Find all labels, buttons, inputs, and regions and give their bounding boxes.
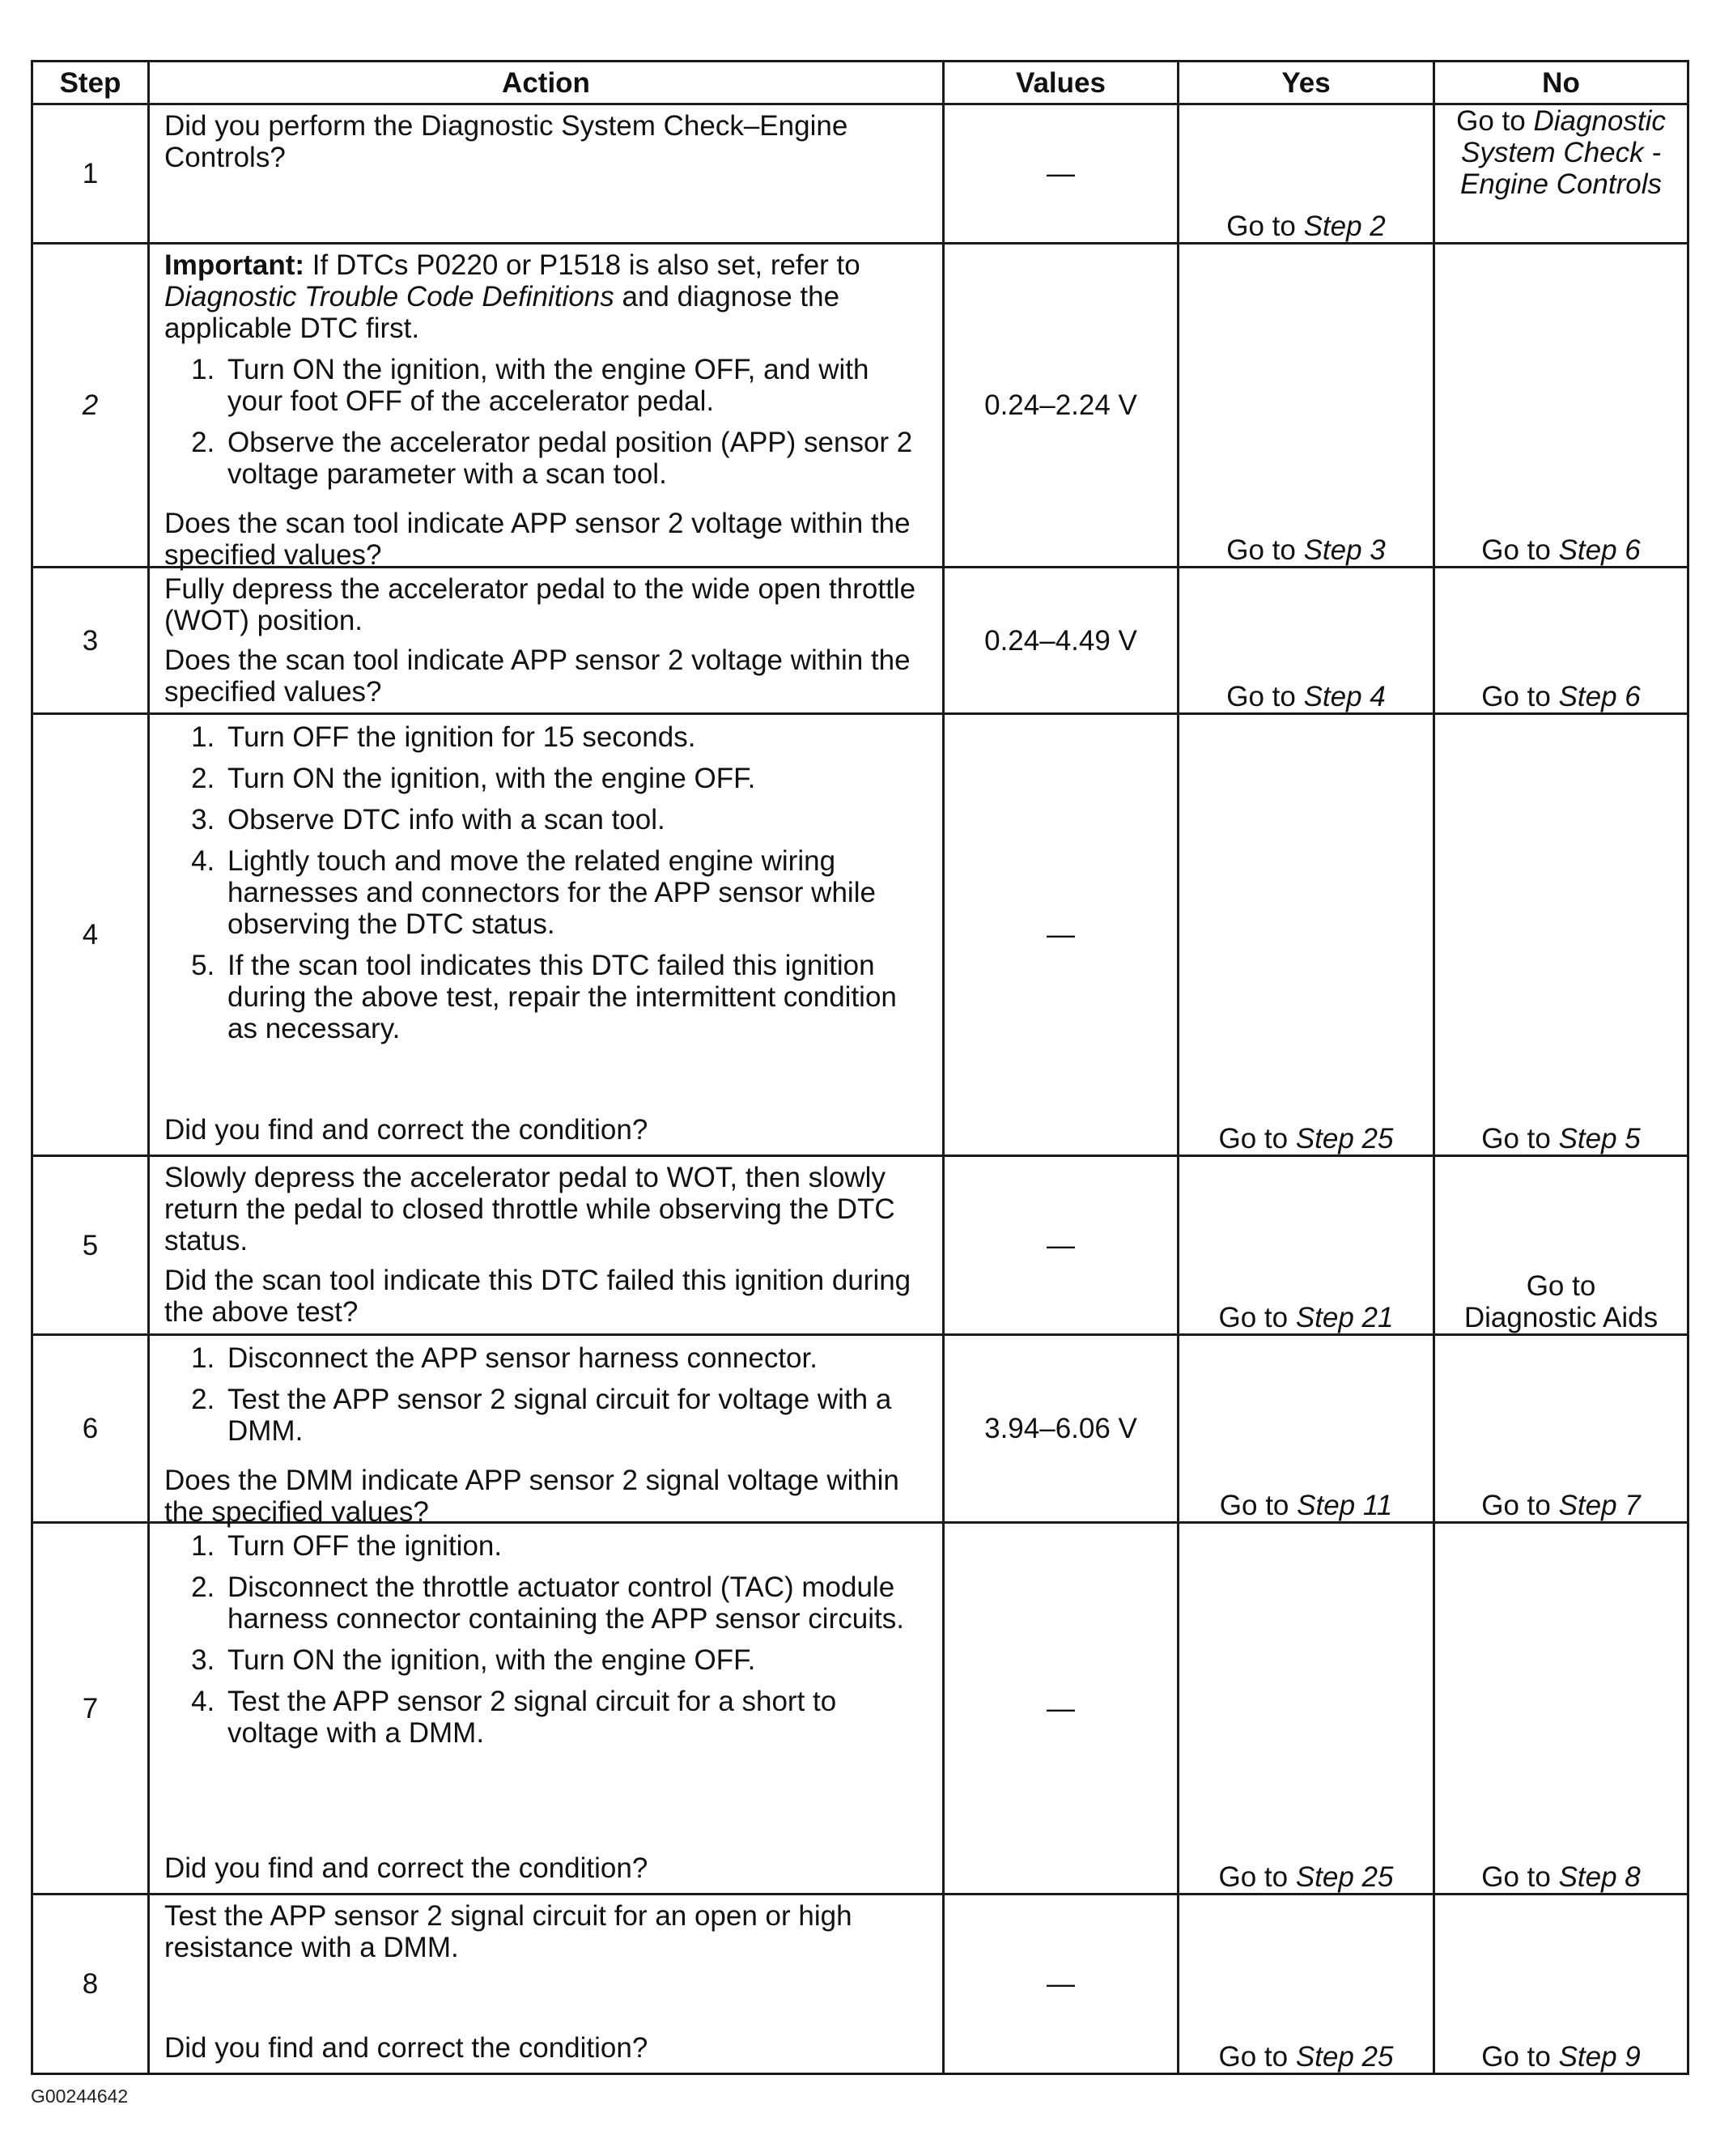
no-cell[interactable]: Go to Diagnostic System Check - Engine Controls (1434, 104, 1688, 244)
step-number: 3 (32, 568, 149, 714)
action-question: Did the scan tool indicate this DTC failed this ignition during the above test? (164, 1265, 911, 1328)
values-cell: — (944, 714, 1179, 1156)
action-text: Fully depress the accelerator pedal to the wide open throttle (WOT) position. (164, 573, 916, 636)
action-text: Did you perform the Diagnostic System Check–Engine Controls? (164, 110, 848, 173)
action-question: Did you find and correct the condition? (164, 1852, 648, 1884)
yes-cell[interactable]: Go to Step 21 (1179, 1156, 1434, 1335)
step-number: 4 (32, 714, 149, 1156)
list-item: 4. Lightly touch and move the related engine wiring harnesses and connectors for the APP sensor while observing the DTC status. (223, 845, 931, 940)
action-cell (149, 568, 944, 714)
values-cell: 0.24–2.24 V (944, 244, 1179, 568)
values-cell: — (944, 1894, 1179, 2074)
action-cell (149, 244, 944, 571)
yes-cell[interactable]: Go to Step 2 (1179, 104, 1434, 244)
yes-cell[interactable]: Go to Step 25 (1179, 1894, 1434, 2074)
no-link[interactable]: Step 7 (1558, 1490, 1641, 1521)
no-link[interactable]: Step 6 (1558, 534, 1641, 566)
header-yes: Yes (1179, 62, 1434, 104)
no-cell[interactable]: Go to Step 9 (1434, 1894, 1688, 2074)
table-row (32, 244, 1688, 568)
list-item: 1. Disconnect the APP sensor harness connector. (223, 1342, 931, 1374)
action-cell (149, 714, 944, 1156)
no-link[interactable]: Step 6 (1558, 681, 1641, 712)
yes-link[interactable]: Step 11 (1297, 1490, 1393, 1521)
action-text: Test the APP sensor 2 signal circuit for an open or high resistance with a DMM. (164, 1900, 852, 1963)
action-cell (149, 1335, 944, 1528)
header-step: Step (32, 62, 149, 104)
step-number: 8 (32, 1894, 149, 2074)
yes-cell[interactable]: Go to Step 4 (1179, 568, 1434, 714)
no-cell[interactable]: Go to Step 7 (1434, 1335, 1688, 1523)
yes-link[interactable]: Step 21 (1295, 1302, 1394, 1333)
values-cell: — (944, 1523, 1179, 1894)
yes-cell[interactable]: Go to Step 25 (1179, 714, 1434, 1156)
list-item: 1. Turn OFF the ignition for 15 seconds. (223, 721, 931, 753)
step-number: 7 (32, 1523, 149, 1894)
action-cell (149, 1156, 944, 1335)
list-item: 4. Test the APP sensor 2 signal circuit for a short to voltage with a DMM. (223, 1686, 931, 1749)
header-values: Values (944, 62, 1179, 104)
action-text: Slowly depress the accelerator pedal to WOT, then slowly return the pedal to closed throttle while observing the DTC status. (164, 1162, 895, 1257)
no-cell[interactable]: Go to Step 5 (1434, 714, 1688, 1156)
table-row (32, 568, 1688, 714)
action-question: Did you find and correct the condition? (164, 1114, 648, 1146)
list-item: 2. Observe the accelerator pedal position (APP) sensor 2 voltage parameter with a scan tool. (223, 427, 931, 490)
yes-cell[interactable]: Go to Step 25 (1179, 1523, 1434, 1894)
no-link[interactable]: Diagnostic Aids (1463, 1302, 1659, 1333)
action-cell (149, 104, 944, 244)
values-cell: 3.94–6.06 V (944, 1335, 1179, 1523)
no-link[interactable]: Step 5 (1558, 1123, 1641, 1155)
step-list (164, 1342, 931, 1456)
no-link[interactable]: Step 8 (1558, 1861, 1641, 1893)
no-cell[interactable]: Go to Step 6 (1434, 568, 1688, 714)
action-question: Does the DMM indicate APP sensor 2 signal voltage within the specified values? (164, 1465, 899, 1528)
important-note: Important: If DTCs P0220 or P1518 is also set, refer to Diagnostic Trouble Code Definitions and diagnose the applicable DTC first. (164, 249, 860, 344)
yes-link[interactable]: Step 4 (1303, 681, 1386, 712)
step-list (164, 1530, 931, 1758)
table-row (32, 1156, 1688, 1335)
list-item: 2. Test the APP sensor 2 signal circuit for voltage with a DMM. (223, 1384, 931, 1447)
step-number: 2 (32, 244, 149, 568)
diagnostic-table (31, 60, 1689, 2075)
header-action: Action (149, 62, 944, 104)
list-item: 3. Turn ON the ignition, with the engine OFF. (223, 1644, 931, 1676)
no-link[interactable]: Step 9 (1558, 2041, 1641, 2073)
table-row (32, 1523, 1688, 1894)
step-number: 5 (32, 1156, 149, 1335)
list-item: 5. If the scan tool indicates this DTC failed this ignition during the above test, repair the intermittent condition as necessary. (223, 950, 931, 1044)
table-row (32, 1894, 1688, 2074)
no-cell[interactable]: Go to Step 8 (1434, 1523, 1688, 1894)
yes-link[interactable]: Step 25 (1295, 2041, 1394, 2073)
yes-link[interactable]: Step 25 (1295, 1861, 1394, 1893)
action-question: Did you find and correct the condition? (164, 2032, 648, 2064)
yes-link[interactable]: Step 2 (1303, 210, 1386, 242)
values-cell: — (944, 104, 1179, 244)
yes-link[interactable]: Step 25 (1295, 1123, 1394, 1155)
action-question: Does the scan tool indicate APP sensor 2 voltage within the specified values? (164, 508, 911, 571)
step-number: 1 (32, 104, 149, 244)
figure-id: G00244642 (31, 2086, 129, 2107)
table-row (32, 714, 1688, 1156)
yes-link[interactable]: Step 3 (1303, 534, 1386, 566)
values-cell: — (944, 1156, 1179, 1335)
list-item: 2. Turn ON the ignition, with the engine OFF. (223, 763, 931, 794)
values-cell: 0.24–4.49 V (944, 568, 1179, 714)
action-cell (149, 1523, 944, 1894)
list-item: 2. Disconnect the throttle actuator control (TAC) module harness connector containing the APP sensor circuits. (223, 1571, 931, 1635)
no-link[interactable]: Diagnostic System Check - Engine Controls (1459, 105, 1666, 200)
list-item: 1. Turn ON the ignition, with the engine OFF, and with your foot OFF of the accelerator pedal. (223, 354, 931, 417)
yes-cell[interactable]: Go to Step 3 (1179, 244, 1434, 568)
header-no: No (1434, 62, 1688, 104)
no-cell[interactable]: Go to Diagnostic Aids (1434, 1156, 1688, 1335)
table-row (32, 1335, 1688, 1523)
list-item: 1. Turn OFF the ignition. (223, 1530, 931, 1562)
action-cell (149, 1894, 944, 2074)
no-cell[interactable]: Go to Step 6 (1434, 244, 1688, 568)
header-row (32, 62, 1688, 104)
list-item: 3. Observe DTC info with a scan tool. (223, 804, 931, 836)
table-row (32, 104, 1688, 244)
step-list (164, 354, 931, 490)
action-question: Does the scan tool indicate APP sensor 2 voltage within the specified values? (164, 644, 911, 708)
step-number: 6 (32, 1335, 149, 1523)
step-list (164, 721, 931, 1054)
yes-cell[interactable]: Go to Step 11 (1179, 1335, 1434, 1523)
